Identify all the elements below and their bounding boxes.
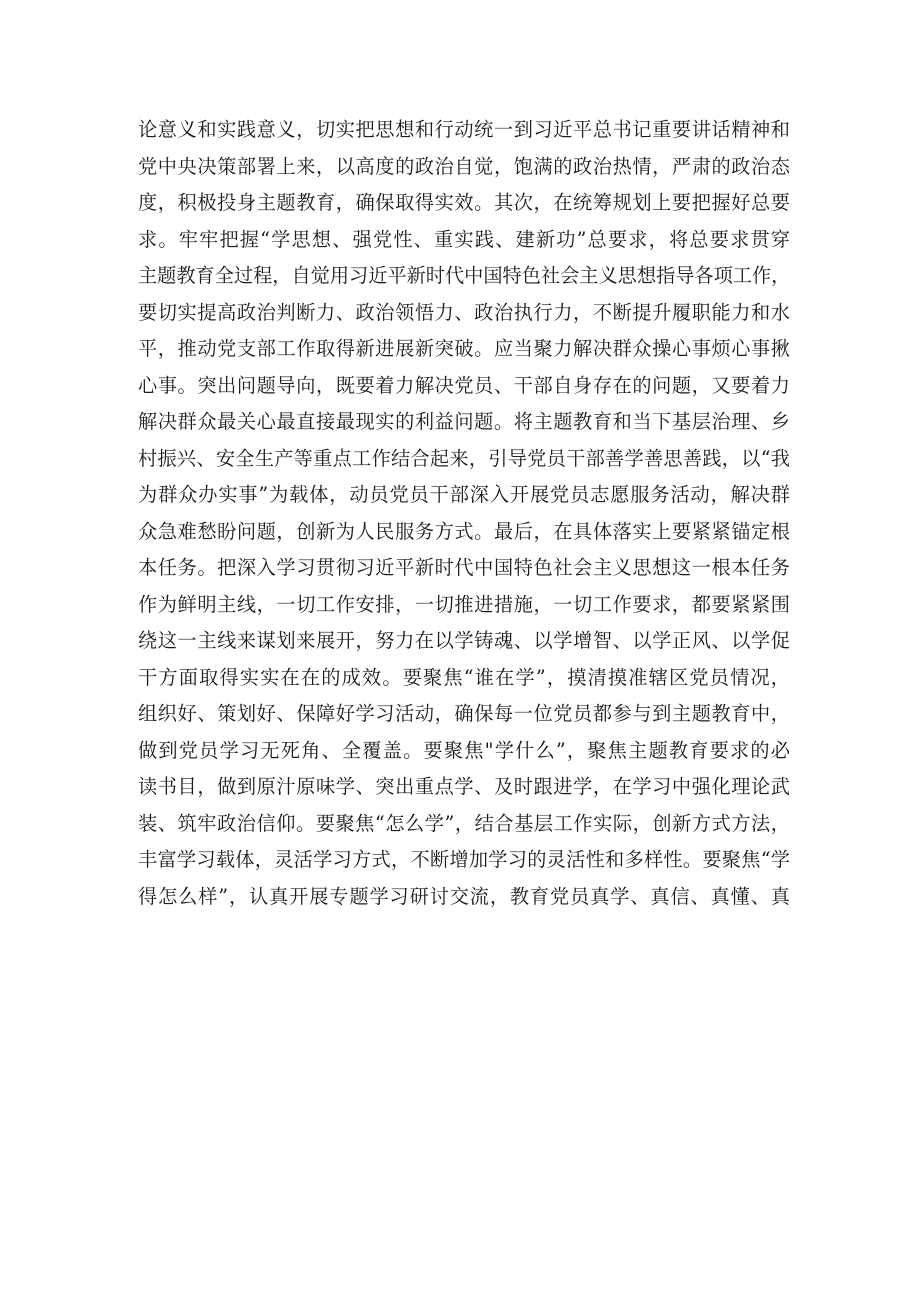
text-line: 论意义和实践意义，切实把思想和行动统一到习近平总书记重要讲话精神和 xyxy=(138,118,790,141)
text-line: 干方面取得实实在在的成效。要聚焦“谁在学”，摸清摸准辖区党员情况， xyxy=(138,665,790,689)
text-line: 读书目，做到原汁原味学、突出重点学、及时跟进学，在学习中强化理论武 xyxy=(138,775,790,798)
text-line: 要切实提高政治判断力、政治领悟力、政治执行力，不断提升履职能力和水 xyxy=(138,300,790,324)
text-line: 平，推动党支部工作取得新进展新突破。应当聚力解决群众操心事烦心事揪 xyxy=(138,337,790,360)
text-line: 为群众办实事”为载体，动员党员干部深入开展党员志愿服务活动，解决群 xyxy=(138,483,790,506)
body-paragraph xyxy=(138,112,790,915)
text-line: 村振兴、安全生产等重点工作结合起来，引导党员干部善学善思善践，以“我 xyxy=(138,446,790,470)
text-line: 度，积极投身主题教育，确保取得实效。其次，在统筹规划上要把握好总要 xyxy=(138,191,790,214)
text-line: 得怎么样”，认真开展专题学习研讨交流，教育党员真学、真信、真懂、真 xyxy=(138,884,790,908)
text-line: 绕这一主线来谋划来展开，努力在以学铸魂、以学增智、以学正风、以学促 xyxy=(138,629,790,652)
text-line: 丰富学习载体，灵活学习方式，不断增加学习的灵活性和多样性。要聚焦“学 xyxy=(138,848,790,871)
text-line: 党中央决策部署上来，以高度的政治自觉，饱满的政治热情，严肃的政治态 xyxy=(138,154,790,178)
text-line: 众急难愁盼问题，创新为人民服务方式。最后，在具体落实上要紧紧锚定根 xyxy=(138,519,790,543)
text-line: 作为鲜明主线，一切工作安排，一切推进措施，一切工作要求，都要紧紧围 xyxy=(138,592,790,616)
text-line: 解决群众最关心最直接最现实的利益问题。将主题教育和当下基层治理、乡 xyxy=(138,410,790,433)
text-line: 求。牢牢把握“学思想、强党性、重实践、建新功”总要求，将总要求贯穿 xyxy=(138,227,790,251)
text-line: 装、筑牢政治信仰。要聚焦“怎么学”，结合基层工作实际，创新方式方法， xyxy=(138,811,790,835)
text-line: 组织好、策划好、保障好学习活动，确保每一位党员都参与到主题教育中， xyxy=(138,702,790,725)
text-line: 主题教育全过程，自觉用习近平新时代中国特色社会主义思想指导各项工作， xyxy=(138,264,790,287)
text-line: 本任务。把深入学习贯彻习近平新时代中国特色社会主义思想这一根本任务 xyxy=(138,556,790,579)
text-line: 心事。突出问题导向，既要着力解决党员、干部自身存在的问题，又要着力 xyxy=(138,373,790,397)
text-line: 做到党员学习无死角、全覆盖。要聚焦"学什么”，聚焦主题教育要求的必 xyxy=(138,738,790,762)
